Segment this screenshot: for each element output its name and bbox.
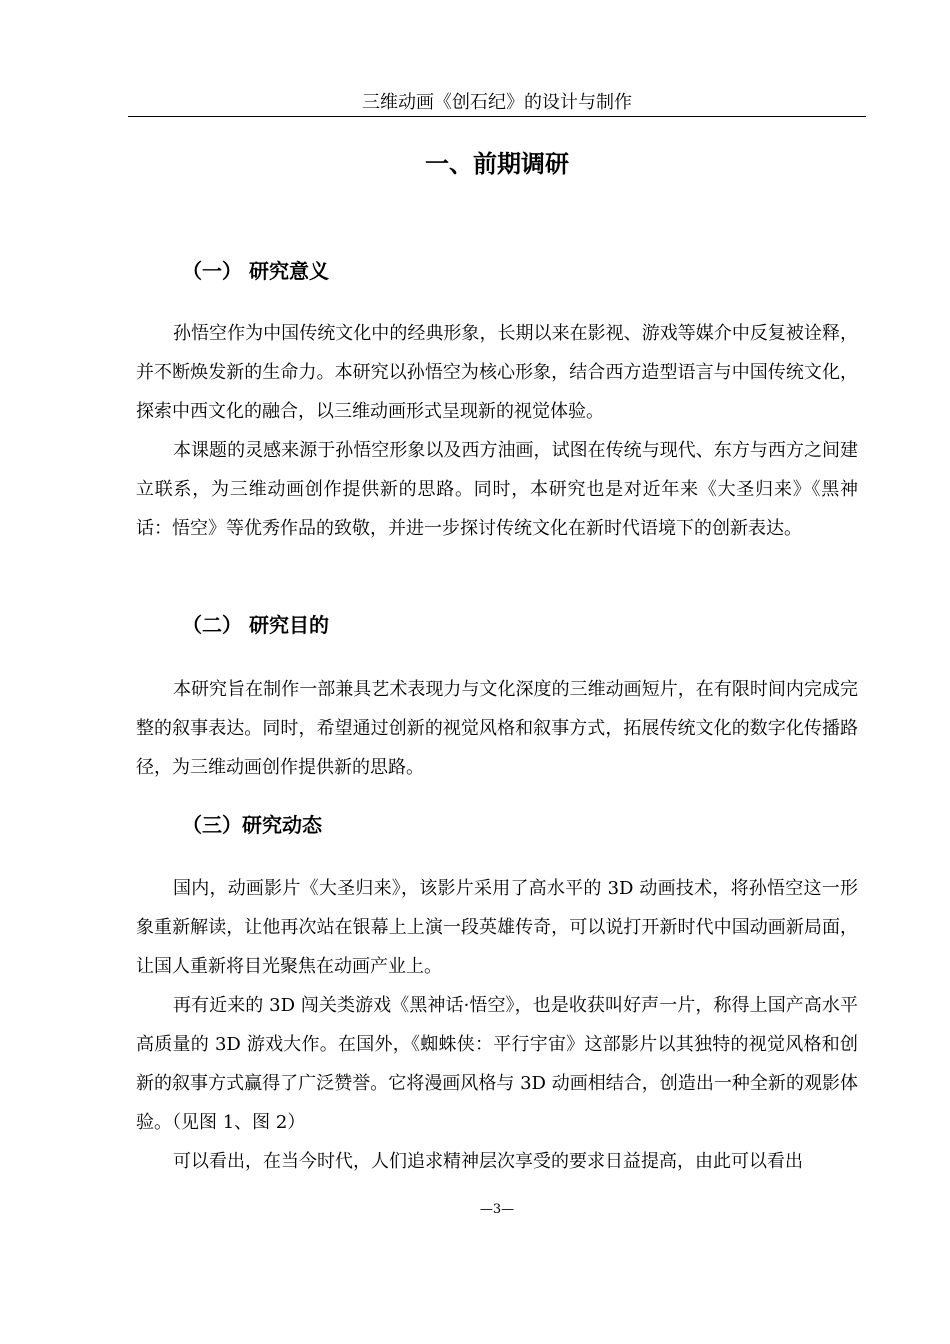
page-number: —3— bbox=[479, 1202, 515, 1217]
paragraph-trends-2: 再有近来的 3D 闯关类游戏《黑神话·悟空》，也是收获叫好声一片，称得上国产高水平高质量的 3D 游戏大作。在国外，《蜘蛛侠：平行宇宙》这部影片以其独特的视觉风格和创新的叙事方式赢得了广泛赞誉。它将漫画风格与 3D 动画相结合，创造出一种全新的观影体验。（见图 1、图 2） bbox=[136, 995, 858, 1133]
paragraph-purpose-1: 本研究旨在制作一部兼具艺术表现力与文化深度的三维动画短片，在有限时间内完成完整的叙事表达。同时，希望通过创新的视觉风格和叙事方式，拓展传统文化的数字化传播路径，为三维动画创作提供新的思路。 bbox=[136, 679, 858, 778]
paragraph-significance-2: 本课题的灵感来源于孙悟空形象以及西方油画，试图在传统与现代、东方与西方之间建立联系，为三维动画创作提供新的思路。同时，本研究也是对近年来《大圣归来》《黑神话：悟空》等优秀作品的致敬，并进一步探讨传统文化在新时代语境下的创新表达。 bbox=[136, 440, 858, 539]
section-heading-trends: （三）研究动态 bbox=[182, 813, 322, 837]
header-title: 三维动画《创石纪》的设计与制作 bbox=[362, 92, 632, 113]
chapter-title: 一、前期调研 bbox=[425, 150, 569, 178]
section-heading-significance: （一） 研究意义 bbox=[182, 259, 329, 283]
paragraph-trends-3: 可以看出，在当今时代，人们追求精神层次享受的要求日益提高，由此可以看出 bbox=[173, 1151, 803, 1172]
running-header bbox=[128, 92, 866, 117]
paragraph-significance-1: 孙悟空作为中国传统文化中的经典形象，长期以来在影视、游戏等媒介中反复被诠释，并不断焕发新的生命力。本研究以孙悟空为核心形象，结合西方造型语言与中国传统文化，探索中西文化的融合，以三维动画形式呈现新的视觉体验。 bbox=[136, 323, 858, 422]
paragraph-trends-1: 国内，动画影片《大圣归来》，该影片采用了高水平的 3D 动画技术，将孙悟空这一形象重新解读，让他再次站在银幕上上演一段英雄传奇，可以说打开新时代中国动画新局面，让国人重新将目光聚焦在动画产业上。 bbox=[136, 878, 858, 977]
section-heading-purpose: （二） 研究目的 bbox=[182, 613, 329, 637]
